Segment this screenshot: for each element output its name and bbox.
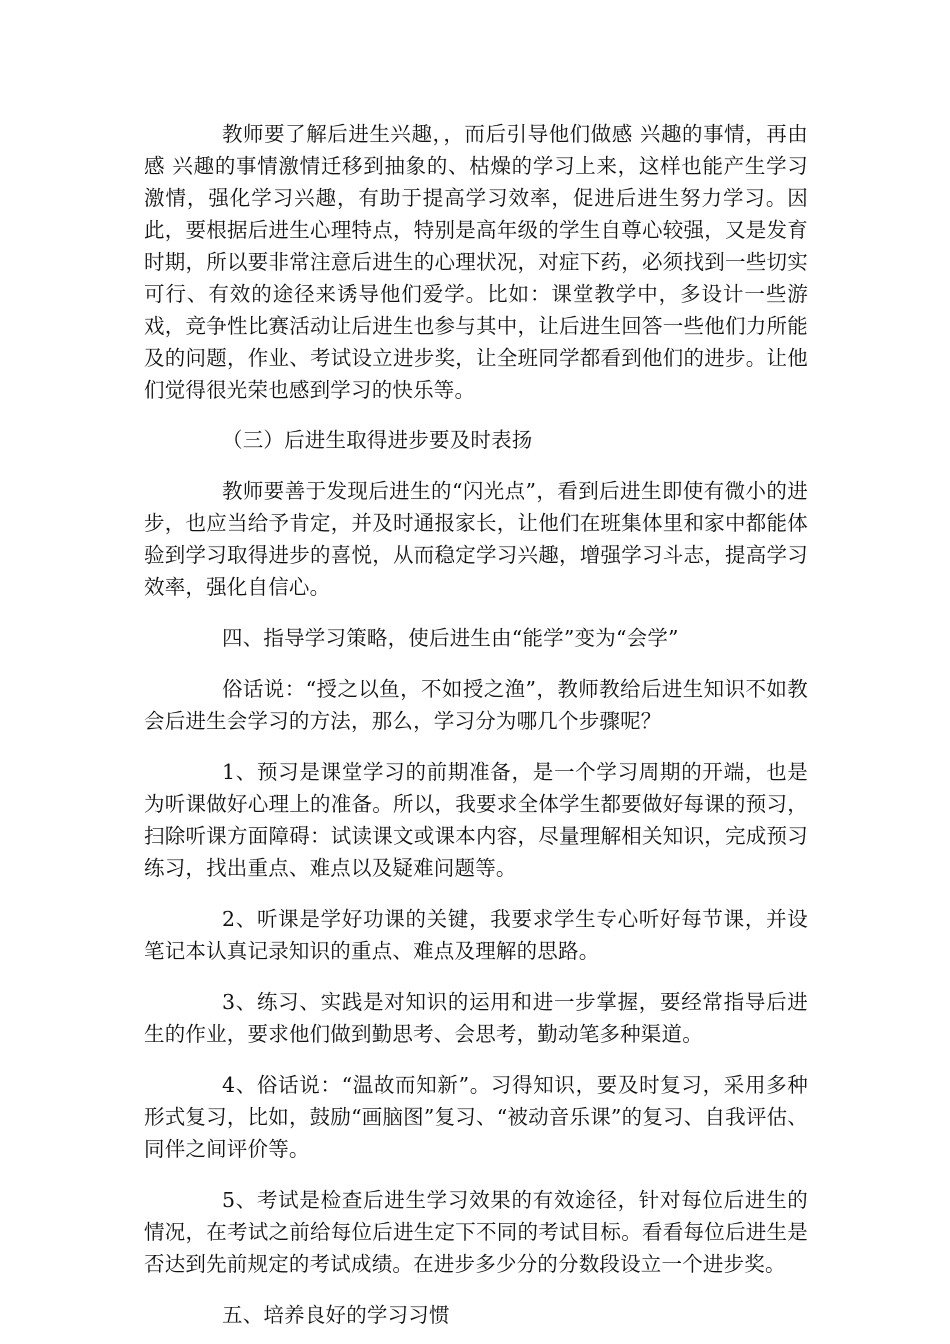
list-item-review: 4、俗话说：“温故而知新”。习得知识，要及时复习，采用多种形式复习，比如，鼓励“画脑图”复习、“被动音乐课”的复习、自我评估、同伴之间评价等。 bbox=[144, 1073, 808, 1161]
list-item-practice: 3、练习、实践是对知识的运用和进一步掌握，要经常指导后进生的作业，要求他们做到勤思考、会思考，勤动笔多种渠道。 bbox=[144, 990, 808, 1046]
section-heading-strategy: 四、指导学习策略，使后进生由“能学”变为“会学” bbox=[222, 626, 679, 650]
document-body bbox=[144, 118, 808, 1331]
section-heading-praise: （三）后进生取得进步要及时表扬 bbox=[222, 428, 533, 452]
paragraph-interest: 教师要了解后进生兴趣，，而后引导他们做感 兴趣的事情，再由感 兴趣的事情激情迁移到抽象的、枯燥的学习上来，这样也能产生学习激情，强化学习兴趣，有助于提高学习效率，促进后进生努力学习。因此，要根据后进生心理特点，特别是高年级的学生自尊心较强，又是发育时期，所以要非常注意后进生的心理状况，对症下药，必须找到一些切实可行、有效的途径来诱导他们爱学。比如：课堂教学中，多设计一些游戏，竞争性比赛活动让后进生也参与其中，让后进生回答一些他们力所能及的问题，作业、考试设立进步奖，让全班同学都看到他们的进步。让他们觉得很光荣也感到学习的快乐等。 bbox=[144, 122, 808, 402]
section-heading-habits: 五、培养良好的学习习惯 bbox=[222, 1303, 450, 1327]
paragraph-proverb: 俗话说：“授之以鱼，不如授之渔”，教师教给后进生知识不如教会后进生会学习的方法，那么，学习分为哪几个步骤呢？ bbox=[144, 677, 808, 733]
list-item-exam: 5、考试是检查后进生学习效果的有效途径，针对每位后进生的情况，在考试之前给每位后进生定下不同的考试目标。看看每位后进生是否达到先前规定的考试成绩。在进步多少分的分数段设立一个进步奖。 bbox=[144, 1188, 808, 1276]
list-item-listening: 2、听课是学好功课的关键，我要求学生专心听好每节课，并设笔记本认真记录知识的重点、难点及理解的思路。 bbox=[144, 907, 808, 963]
list-item-preview: 1、预习是课堂学习的前期准备，是一个学习周期的开端，也是为听课做好心理上的准备。所以，我要求全体学生都要做好每课的预习，扫除听课方面障碍：试读课文或课本内容，尽量理解相关知识，完成预习练习，找出重点、难点以及疑难问题等。 bbox=[144, 760, 808, 880]
paragraph-praise: 教师要善于发现后进生的“闪光点”，看到后进生即使有微小的进步，也应当给予肯定，并及时通报家长，让他们在班集体里和家中都能体验到学习取得进步的喜悦，从而稳定学习兴趣，增强学习斗志，提高学习效率，强化自信心。 bbox=[144, 479, 808, 599]
